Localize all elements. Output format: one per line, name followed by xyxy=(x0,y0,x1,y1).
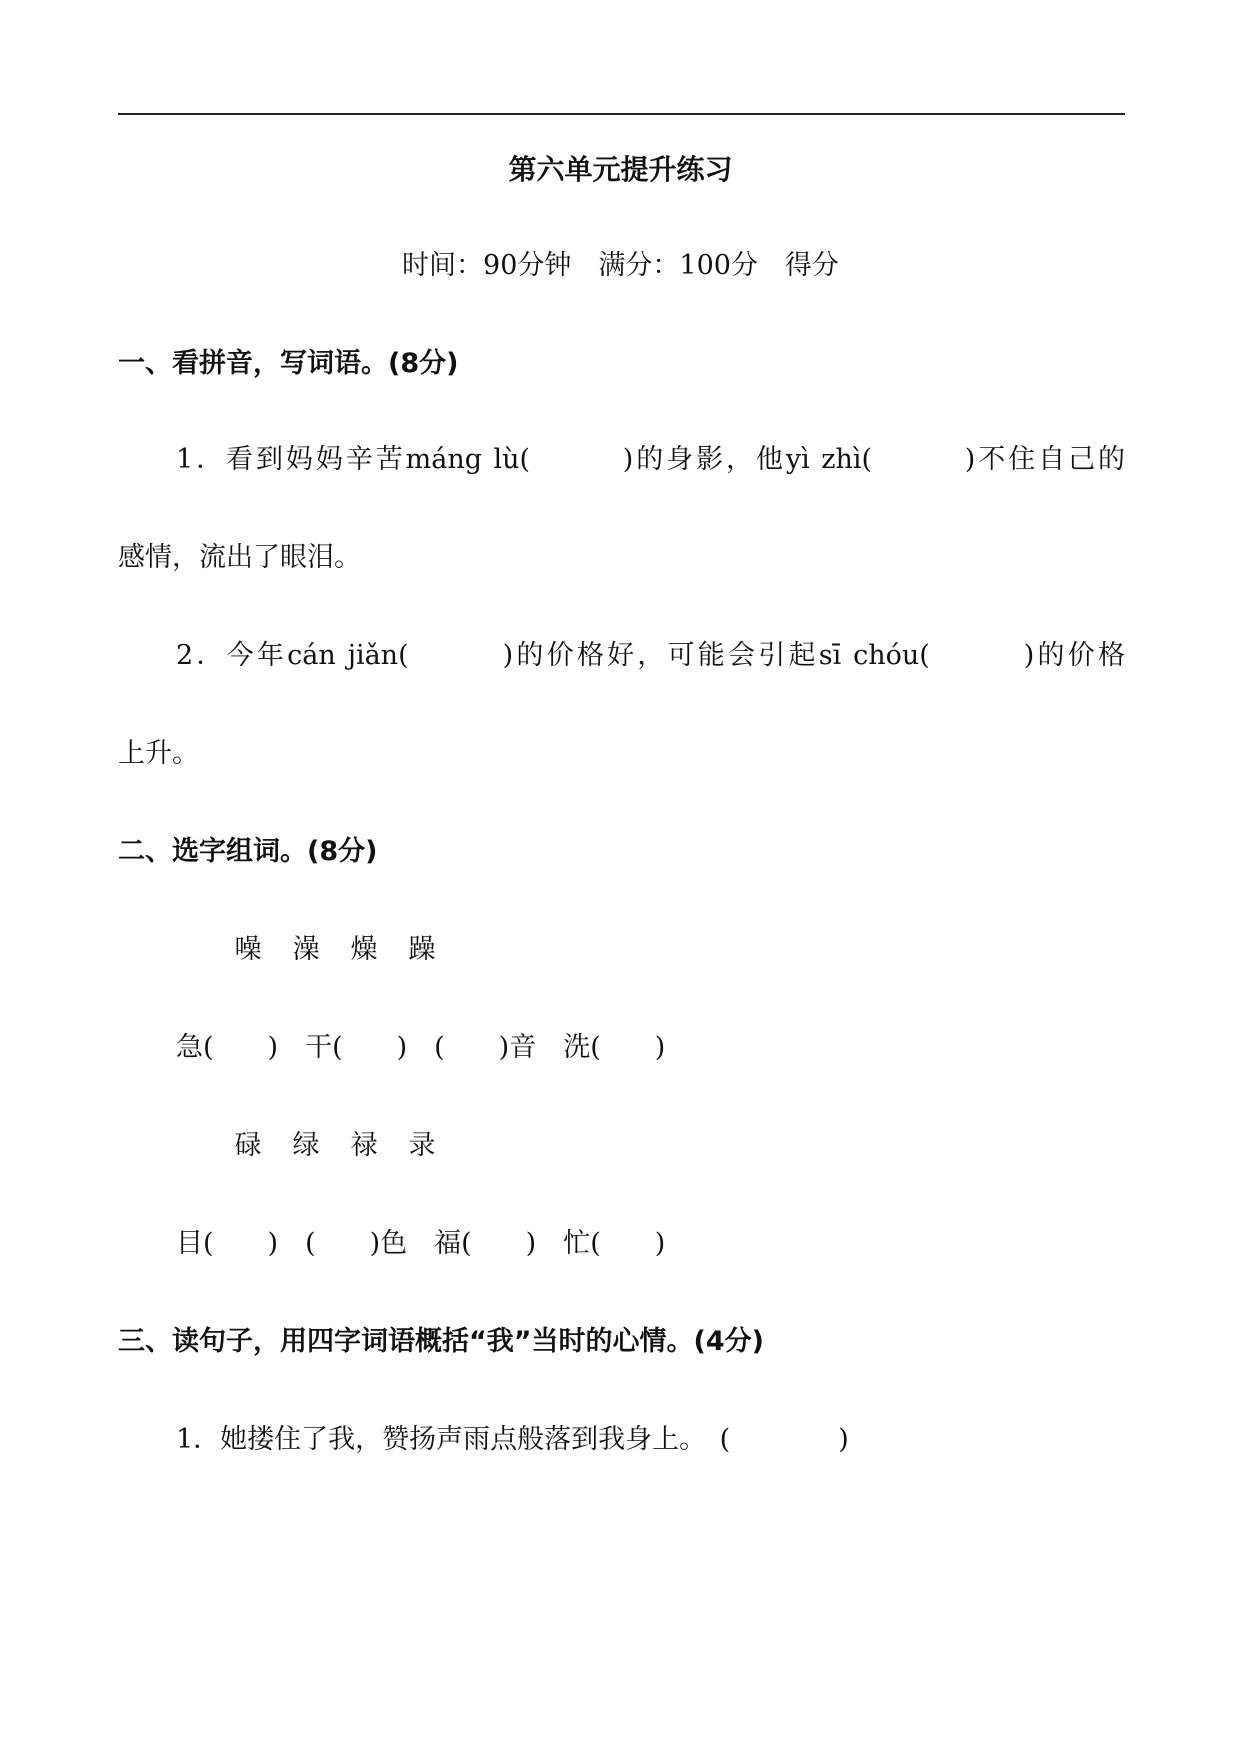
char-option: 澡 xyxy=(292,934,320,965)
question-2-line-2: 上升。 xyxy=(118,738,199,769)
char-group-1 xyxy=(234,930,436,970)
char-option: 绿 xyxy=(292,1130,320,1161)
question-1-line-2: 感情，流出了眼泪。 xyxy=(118,542,361,573)
section-1-heading: 一、看拼音，写词语。(8分) xyxy=(118,348,459,379)
char-option: 碌 xyxy=(234,1130,262,1161)
top-rule xyxy=(118,113,1125,115)
exam-meta: 时间：90分钟 满分：100分 得分 xyxy=(402,250,839,281)
question-1-line-1: 1．看到妈妈辛苦máng lù( )的身影，他yì zhì( )不住自己的 xyxy=(176,444,1125,475)
section-3-heading: 三、读句子，用四字词语概括“我”当时的心情。(4分) xyxy=(118,1326,764,1357)
char-option: 躁 xyxy=(408,934,436,965)
char-option: 燥 xyxy=(350,934,378,965)
word-blanks-1: 急( ) 干( ) ( )音 洗( ) xyxy=(176,1032,666,1063)
word-blanks-2: 目( ) ( )色 福( ) 忙( ) xyxy=(176,1228,666,1259)
section-3-question-1: 1．她搂住了我，赞扬声雨点般落到我身上。 ( ) xyxy=(176,1424,849,1455)
page-title: 第六单元提升练习 xyxy=(508,153,733,186)
section-2-heading: 二、选字组词。(8分) xyxy=(118,836,378,867)
char-group-2 xyxy=(234,1126,436,1166)
char-option: 禄 xyxy=(350,1130,378,1161)
char-option: 噪 xyxy=(234,934,262,965)
question-2-line-1: 2．今年cán jiǎn( )的价格好，可能会引起sī chóu( )的价格 xyxy=(176,640,1125,671)
char-option: 录 xyxy=(408,1130,436,1161)
